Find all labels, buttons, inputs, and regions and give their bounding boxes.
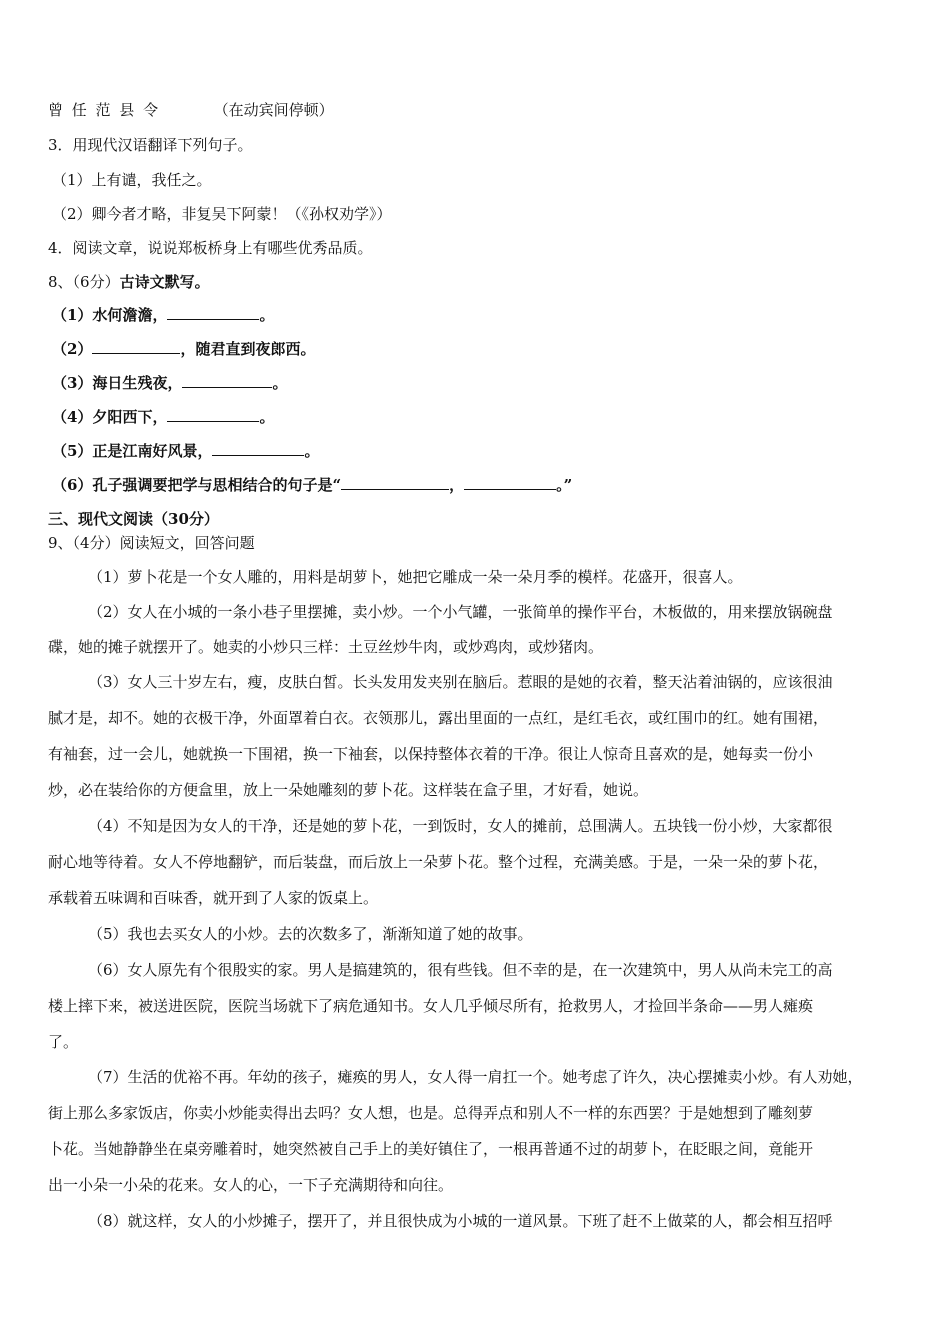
poem-item-3 — [52, 373, 287, 393]
question-8-score: 8、（6分） — [48, 273, 120, 291]
paragraph-4-line-2: 耐心地等待着。女人不停地翻铲，而后装盘，而后放上一朵萝卜花。整个过程，充满美感。于是，一朵一朵的萝卜花， — [48, 853, 829, 871]
paragraph-7-line-1: （7）生活的优裕不再。年幼的孩子，瘫痪的男人，女人得一肩扛一个。她考虑了许久，决心摆摊卖小炒。有人劝她， — [88, 1068, 863, 1086]
poem-item-4-text: （4）夕阳西下， — [52, 408, 168, 426]
answer-blank — [92, 339, 180, 354]
paragraph-7-line-4: 出一小朵一小朵的花来。女人的心，一下子充满期待和向往。 — [48, 1176, 454, 1194]
poem-item-1-text: （1）水何澹澹， — [52, 306, 168, 324]
paragraph-8-line-1: （8）就这样，女人的小炒摊子，摆开了，并且很快成为小城的一道风景。下班了赶不上做菜的人，都会相互招呼 — [88, 1212, 833, 1230]
poem-item-4-end: 。 — [259, 408, 275, 426]
paragraph-2-line-1: （2）女人在小城的一条小巷子里摆摊，卖小炒。一个小气罐，一张简单的操作平台，木板做的，用来摆放锅碗盘 — [88, 603, 833, 621]
pause-example-text: 曾 任 范 县 令 — [48, 101, 161, 119]
paragraph-1: （1）萝卜花是一个女人雕的，用料是胡萝卜，她把它雕成一朵一朵月季的模样。花盛开，很喜人。 — [88, 568, 743, 586]
answer-blank — [464, 475, 556, 490]
pause-note: （在动宾间停顿） — [213, 101, 334, 119]
paragraph-7-line-2: 街上那么多家饭店，你卖小炒能卖得出去吗？女人想，也是。总得弄点和别人不一样的东西罢？于是她想到了雕刻萝 — [48, 1104, 814, 1122]
answer-blank — [167, 407, 259, 422]
poem-item-4 — [52, 407, 274, 427]
question-4: 4．阅读文章，说说郑板桥身上有哪些优秀品质。 — [48, 239, 373, 257]
pause-example-line — [48, 100, 334, 120]
paragraph-3-line-4: 炒，必在装给你的方便盒里，放上一朵她雕刻的萝卜花。这样装在盒子里，才好看，她说。 — [48, 781, 649, 799]
poem-item-6-mid: ， — [449, 476, 465, 494]
poem-item-1 — [52, 305, 274, 325]
paragraph-4-line-1: （4）不知是因为女人的干净，还是她的萝卜花，一到饭时，女人的摊前，总围满人。五块钱一份小炒，大家都很 — [88, 817, 833, 835]
question-9-heading: 9、（4分）阅读短文，回答问题 — [48, 534, 255, 552]
question-3-item-1: （1）上有谴，我任之。 — [52, 171, 212, 189]
paragraph-6-line-2: 楼上摔下来，被送进医院，医院当场就下了病危通知书。女人几乎倾尽所有，抢救男人，才捡回半条命——男人瘫痪 — [48, 997, 814, 1015]
paragraph-2-line-2: 碟，她的摊子就摆开了。她卖的小炒只三样：土豆丝炒牛肉，或炒鸡肉，或炒猪肉。 — [48, 638, 604, 656]
paragraph-3-line-1: （3）女人三十岁左右，瘦，皮肤白皙。长头发用发夹别在脑后。惹眼的是她的衣着，整天沾着油锅的，应该很油 — [88, 673, 833, 691]
answer-blank — [212, 441, 304, 456]
paragraph-5: （5）我也去买女人的小炒。去的次数多了，渐渐知道了她的故事。 — [88, 925, 533, 943]
section-3-heading: 三、现代文阅读（30分） — [48, 510, 219, 528]
paragraph-3-line-2: 腻才是，却不。她的衣极干净，外面罩着白衣。衣领那儿，露出里面的一点红，是红毛衣，或红围巾的红。她有围裙， — [48, 709, 829, 727]
question-8-title: 古诗文默写。 — [119, 273, 210, 291]
answer-blank — [167, 305, 259, 320]
paragraph-4-line-3: 承载着五味调和百味香，就开到了人家的饭桌上。 — [48, 889, 379, 907]
poem-item-2-end: ，随君直到夜郎西。 — [180, 340, 316, 358]
poem-item-5-text: （5）正是江南好风景， — [52, 442, 213, 460]
poem-item-3-end: 。 — [272, 374, 288, 392]
paragraph-6-line-1: （6）女人原先有个很殷实的家。男人是搞建筑的，很有些钱。但不幸的是，在一次建筑中，男人从尚未完工的高 — [88, 961, 833, 979]
poem-item-6-end: 。” — [556, 476, 573, 494]
question-8-heading — [48, 272, 210, 292]
question-3: 3．用现代汉语翻译下列句子。 — [48, 136, 253, 154]
poem-item-6-text: （6）孔子强调要把学与思相结合的句子是“ — [52, 476, 342, 494]
poem-item-6 — [52, 475, 572, 495]
poem-item-5 — [52, 441, 319, 461]
poem-item-2 — [52, 339, 315, 359]
answer-blank — [182, 373, 272, 388]
answer-blank — [341, 475, 449, 490]
poem-item-2-text: （2） — [52, 340, 93, 358]
poem-item-3-text: （3）海日生残夜， — [52, 374, 183, 392]
question-3-item-2: （2）卿今者才略，非复吴下阿蒙！（《孙权劝学》） — [52, 205, 392, 223]
paragraph-6-line-3: 了。 — [48, 1033, 79, 1051]
paragraph-7-line-3: 卜花。当她静静坐在桌旁雕着时，她突然被自己手上的美好镇住了，一根再普通不过的胡萝卜，在眨眼之间，竟能开 — [48, 1140, 814, 1158]
poem-item-5-end: 。 — [304, 442, 320, 460]
poem-item-1-end: 。 — [259, 306, 275, 324]
paragraph-3-line-3: 有袖套，过一会儿，她就换一下围裙，换一下袖套，以保持整体衣着的干净。很让人惊奇且喜欢的是，她每卖一份小 — [48, 745, 814, 763]
